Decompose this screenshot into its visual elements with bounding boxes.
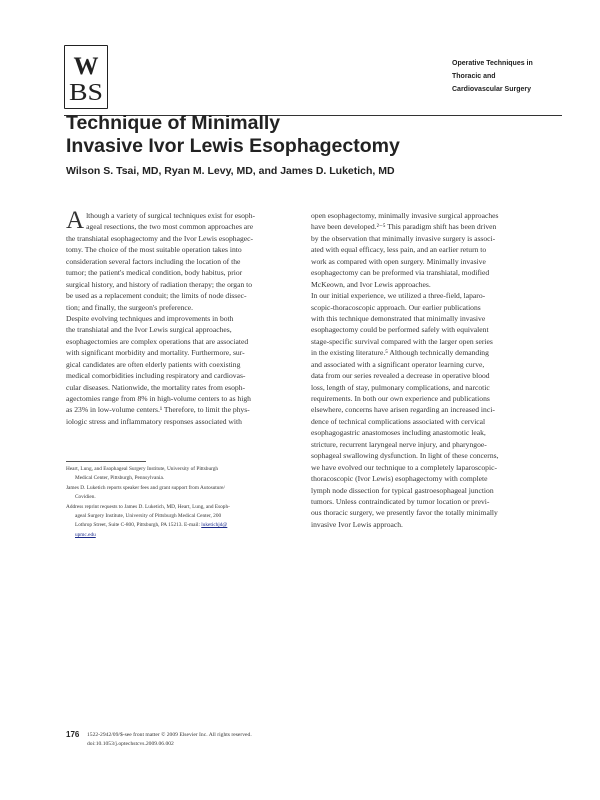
body-text-line: Despite evolving techniques and improvements in both [66,313,234,323]
body-text-line: tumor; the patient's medical condition, body habitus, prior [66,268,243,278]
body-text-line: requirements. In both our own experience and publications [311,394,490,403]
drop-cap: A [66,207,85,234]
article-title [66,112,400,158]
body-text-line: the transhiatal esophagectomy and the Ivor Lewis esophagec- [66,233,254,243]
body-text-line: tomy. The choice of the most suitable operation takes into [66,245,242,255]
author-list: Wilson S. Tsai, MD, Ryan M. Levy, MD, and James D. Luketich, MD [66,165,395,177]
article-title-line: Invasive Ivor Lewis Esophagectomy [66,135,400,157]
address-note: Address reprint requests to James D. Luketich, MD, Heart, Lung, and Esoph- [66,503,230,510]
article-title-line: Technique of Minimally [66,112,281,134]
body-text-line: be used as a replacement conduit; the limits of node dissec- [66,291,247,301]
body-text-line: In our initial experience, we utilized a three-field, laparo- [311,291,486,301]
doi-line: doi:10.1053/j.optechstcvs.2009.06.002 [87,741,174,747]
body-text-line: with this technique demonstrated that minimally invasive [311,313,486,323]
body-text-line: consideration several factors including the location of the [66,256,241,266]
body-text-line: iologic stress and inflammatory responses associated with [66,416,242,426]
body-text-line: we have evolved our technique to a completely laparoscopic- [311,462,497,472]
address-note [66,531,298,540]
body-text-line: sophageal swallowing dysfunction. In light of these concerns, [311,451,499,461]
body-text-line: with significant morbidity and mortality. Furthermore, sur- [66,348,245,358]
body-text-line: data from our series revealed a decrease in operative blood [311,371,490,381]
address-note-text: Lothrop Street, Suite C-800, Pittsburgh, PA 15213. E-mail: [75,522,202,529]
body-text-line: by the observation that minimally invasive surgery is associ- [311,233,496,243]
body-text-line: cular diseases. Nationwide, the mortality rates from esoph- [66,382,246,392]
copyright-footer [87,731,252,749]
disclosure-note: Covidien. [75,494,96,501]
journal-name-line: Operative Techniques in [452,60,533,67]
body-column-left [66,207,293,427]
body-text-line: loss, length of stay, pulmonary complications, and narcotic [311,382,490,392]
body-text-line: invasive Ivor Lewis approach. [311,519,403,529]
publisher-logo-text-lower: BS [69,80,103,106]
body-text-line: medical comorbidities including respiratory and cardiovas- [66,371,246,381]
body-text-line: ous thoracic surgery, we presently favor the totally minimally [311,508,498,518]
body-text-line: esophagogastric anastomoses including anastomotic leak, [311,428,486,438]
email-link[interactable]: upmc.edu [75,531,96,538]
body-text-line: ated with equal efficacy, less pain, and an earlier return to [311,245,487,255]
body-text-line: work as compared with open surgery. Minimally invasive [311,256,486,266]
body-text-line: lthough a variety of surgical techniques exist for esoph- [86,211,256,220]
body-text-line: open esophagectomy, minimally invasive surgical approaches [311,211,499,220]
page-number: 176 [66,730,80,739]
affiliation-note: Medical Center, Pittsburgh, Pennsylvania. [75,475,165,482]
body-text-line: in the existing literature.⁵ Although technically demanding [311,348,489,358]
footnotes [66,465,298,540]
body-text-line: agectomies range from 8% in high-volume centers to as high [66,394,251,403]
body-text-line: McKeown, and Ivor Lewis approaches. [311,279,431,289]
body-text-line: tumors. Unless contraindicated by tumor location or previ- [311,496,490,506]
body-column-right [311,210,553,530]
body-text-line: esophagectomy could be performed safely with equivalent [311,325,489,335]
disclosure-note: James D. Luketich reports speaker fees and grant support from Autosuture/ [66,484,226,491]
body-text-line: as 23% in low-volume centers.¹ Therefore, to limit the phys- [66,405,250,415]
email-link[interactable]: luketichjd@ [201,522,228,529]
body-text-line: tion; and finally, the surgeon's preference. [66,302,194,312]
publisher-logo-text: W [73,53,99,80]
body-text-line: elsewhere, concerns have arisen regarding an increased inci- [311,405,495,415]
copyright-line: 1522-2942/09/$-see front matter © 2009 Elsevier Inc. All rights reserved. [87,732,252,738]
body-text-line: gical candidates are often elderly patients with coexisting [66,359,241,369]
journal-name [452,57,562,96]
body-text-line: have been developed.²⁻⁵ This paradigm shift has been driven [311,222,497,232]
body-text-line: scopic-thoracoscopic approach. Our earlier publications [311,302,481,312]
journal-name-line: Cardiovascular Surgery [452,86,531,93]
address-note: ageal Surgery Institute, University of Pittsburgh Medical Center, 200 [75,513,222,520]
body-text-line: lymph node dissection for typical gastroesophageal junction [311,485,494,495]
affiliation-note: Heart, Lung, and Esophageal Surgery Institute, University of Pittsburgh [66,466,219,472]
body-text-line: esophagectomies are complex operations that are associated [66,336,249,346]
publisher-logo-mark [65,46,107,108]
body-text-line: dence of technical complications associated with cervical [311,416,486,426]
body-text-line: stage-specific survival compared with the larger open series [311,336,493,346]
body-text-line: stricture, recurrent laryngeal nerve injury, and pharyngoe- [311,439,487,449]
body-text-line: and associated with a significant operator learning curve, [311,359,485,369]
body-text-line: the transhiatal and the Ivor Lewis surgical approaches, [66,325,232,335]
body-text-line: esophagectomy can be preformed via transhiatal, modified [311,268,490,278]
journal-name-line: Thoracic and [452,73,496,80]
publisher-logo [64,45,108,109]
footnote-rule [66,461,146,462]
body-text-line: ageal resections, the two most common approaches are [86,222,254,232]
address-note [66,521,298,530]
body-text-line: thoracoscopic (Ivor Lewis) esophagectomy with complete [311,474,488,484]
body-text-line: surgical history, and history of radiation therapy; the organ to [66,279,253,289]
